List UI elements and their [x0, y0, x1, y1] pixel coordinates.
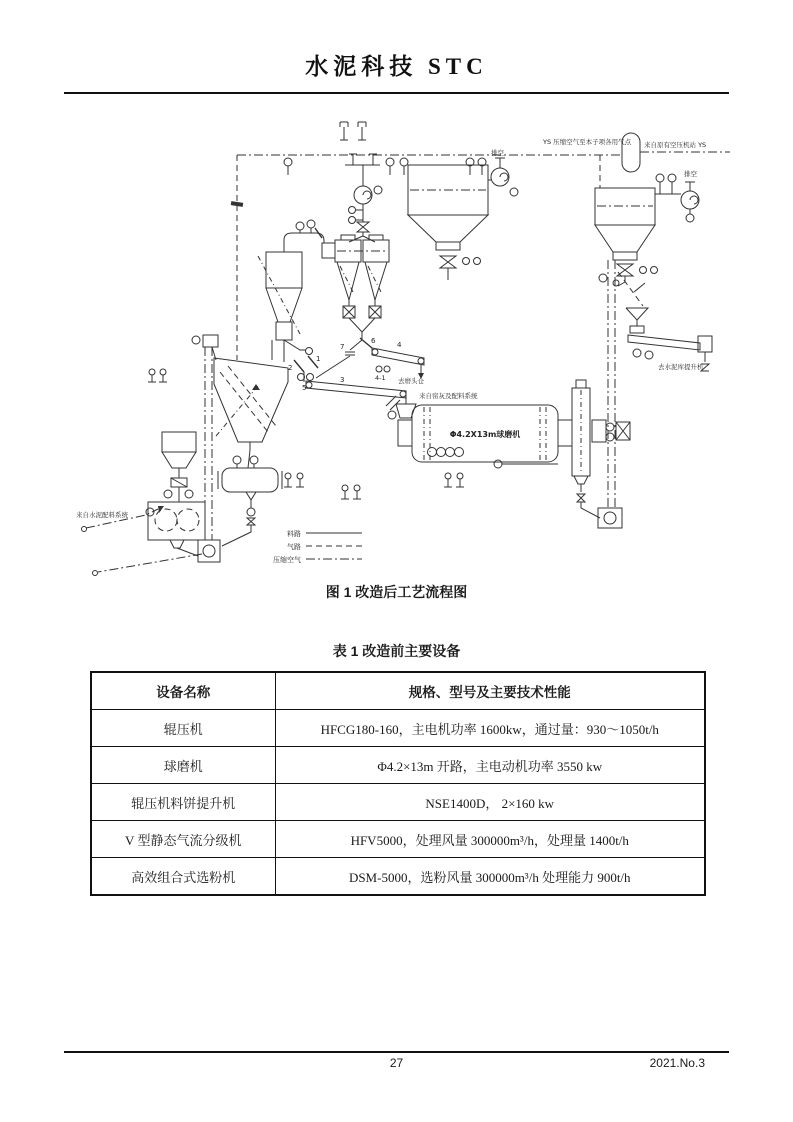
equip-name: 高效组合式选粉机: [91, 858, 275, 896]
v-separator: [192, 335, 288, 450]
cyclone: [258, 220, 324, 340]
equip-name: V 型静态气流分级机: [91, 821, 275, 858]
footer-divider: [64, 1051, 729, 1053]
label-from-compressor: 来自原有空压机站 YS: [644, 141, 707, 149]
from-batching-line: [76, 506, 164, 532]
header-divider: [64, 92, 729, 94]
label-vent-mid: 排空: [491, 149, 504, 157]
label-vent-right: 排空: [684, 170, 697, 178]
vent-stack-icons: [284, 122, 380, 175]
equip-name: 球磨机: [91, 747, 275, 784]
air-slide-to-elevator: [618, 272, 712, 371]
flow-legend: [273, 529, 362, 564]
mixing-vessel: [218, 450, 282, 546]
journal-title: 水泥科技 STC: [305, 54, 488, 79]
equip-name: 辊压机料饼提升机: [91, 784, 275, 821]
col-header-spec: 规格、型号及主要技术性能: [275, 672, 705, 710]
col-header-name: 设备名称: [91, 672, 275, 710]
compressed-air-line: [231, 133, 730, 360]
mill-drive: [592, 420, 606, 442]
label-n5: 5: [302, 384, 307, 392]
label-n4-1: 4-1: [375, 374, 386, 382]
equip-spec: Φ4.2×13m 开路，主电动机功率 3550 kw: [275, 747, 705, 784]
issue-number: 2021.No.3: [649, 1056, 705, 1070]
motor-icon: [374, 186, 382, 194]
bag-filter-mid: [386, 158, 488, 280]
diverter-valves: [316, 337, 376, 378]
motor-icon: [686, 214, 694, 222]
page-number: 27: [389, 1056, 404, 1070]
legend-material-label: 料路: [287, 530, 301, 538]
legend-gas-label: 气路: [287, 543, 301, 551]
label-from-kiln-dust: 来自窑灰及配料系统: [419, 392, 478, 400]
label-ys-line: YS 压缩空气至本子项各用气点: [543, 138, 632, 146]
rotary-valve-icon: [440, 256, 456, 268]
fan-right: [681, 169, 699, 222]
label-mill: Φ4.2X13m球磨机: [449, 430, 521, 439]
label-n1: 1: [316, 355, 321, 363]
equip-spec: DSM-5000，选粉风量 300000m³/h 处理能力 900t/h: [275, 858, 705, 896]
equip-spec: NSE1400D， 2×160 kw: [275, 784, 705, 821]
label-n6: 6: [371, 337, 376, 345]
table-title: 表 1 改造前主要设备: [332, 643, 461, 659]
conveyor-4: [372, 341, 425, 385]
fan-left: [349, 165, 383, 242]
motor-icon: [510, 188, 518, 196]
bucket-elevator-right: [598, 260, 625, 528]
bucket-elevator-left: [93, 347, 221, 576]
label-from-cement-batching: 来自水泥配料系统: [76, 511, 128, 519]
legend-air-label: 压缩空气: [273, 556, 301, 564]
table-row: [91, 710, 705, 747]
equip-spec: HFV5000，处理风量 300000m³/h，处理量 1400t/h: [275, 821, 705, 858]
table-row: [91, 821, 705, 858]
table-row: [91, 747, 705, 784]
label-n2: 2: [288, 364, 293, 372]
twin-cyclones: [322, 235, 389, 340]
roller-press: [148, 432, 205, 556]
label-n4: 4: [397, 341, 402, 349]
table-row: [91, 784, 705, 821]
label-n7: 7: [340, 343, 345, 351]
table-row: [91, 858, 705, 896]
conveyor-3: [306, 376, 406, 398]
diverter-cluster: [284, 340, 320, 392]
table-header-row: [91, 672, 705, 710]
process-flow-diagram: [0, 110, 793, 580]
figure-caption: 图 1 改造后工艺流程图: [325, 584, 468, 600]
label-to-mill-head-bin: 去磨头仓: [398, 377, 424, 385]
ball-mill: [398, 380, 630, 518]
equipment-table: [90, 671, 706, 896]
equip-name: 辊压机: [91, 710, 275, 747]
label-to-cement-elevator: 去水泥库提升机: [658, 363, 704, 371]
equip-spec: HFCG180-160，主电机功率 1600kw，通过量：930～1050t/h: [275, 710, 705, 747]
label-n3: 3: [340, 376, 345, 384]
